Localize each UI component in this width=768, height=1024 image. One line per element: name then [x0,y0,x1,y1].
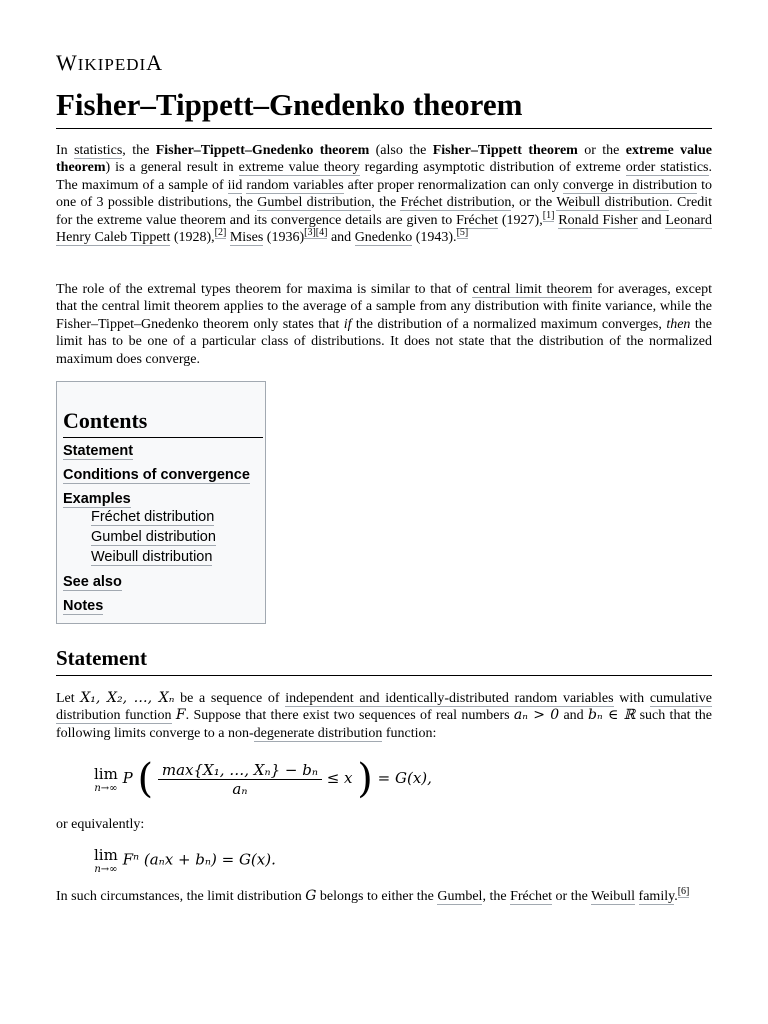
section-heading-statement: Statement [56,646,712,676]
toc-item-notes[interactable]: Notes [63,598,104,614]
link-gnedenko[interactable]: Gnedenko [354,230,413,246]
link-family[interactable]: family [638,889,675,904]
link-extreme-value-theory[interactable]: extreme value theory [238,160,360,176]
ref-4[interactable]: [4] [315,227,328,239]
math-bn: bₙ ∈ ℝ [588,707,636,724]
ref-3[interactable]: [3] [304,227,316,239]
intro-paragraph-1: In statistics, the Fisher–Tippett–Gnedenko theorem (also the Fisher–Tippett theorem or the extreme value theorem) is a general result in extreme value theory regarding asymptotic distribution of extreme order statistics. The maximum of a sample of iid random variables after proper renormalization can only converge in distribution to one of 3 possible distributions, the Gumbel distribution, the Fréchet distribution, or the Weibull distribution. Credit for the extreme value theorem and its convergence details are given to Fréchet (1927),[1] Ronald Fisher and Leonard Henry Caleb Tippett (1928),[2] Mises (1936)[3][4] and Gnedenko (1943).[5] [56,143,713,246]
link-tippett[interactable]: Leonard Henry Caleb Tippett [56,212,713,246]
formula-limit-1: lim n→∞ P ( $\frac{\text{max\{X₁, …, Xₙ\} − bₙ}}{\text{aₙ}}$ ≤ x ) = G(x), [94,756,432,802]
statement-paragraph-1: Let X₁, X₂, …, Xₙ be a sequence of independent and identically-distributed random variables with cumulative distribution function F. Suppose that there exist two sequences of real numbers aₙ > 0 and bₙ ∈ ℝ such that the following limits converge to a non-degenerate distribution function: [56,690,713,741]
table-of-contents [56,381,266,624]
statement-paragraph-2: In such circumstances, the limit distribution G belongs to either the Gumbel, the Fréchet or the Weibull family.[6] [56,886,690,904]
math-sequence: X₁, X₂, …, Xₙ [80,690,175,706]
toc-item-weibull-distribution[interactable]: Weibull distribution [91,549,213,565]
link-gumbel-distribution[interactable]: Gumbel distribution [257,195,372,211]
toc-item-conditions-of-convergence[interactable]: Conditions of convergence [63,467,250,483]
link-degenerate-distribution[interactable]: degenerate distribution [253,725,383,741]
math-an: aₙ > 0 [513,707,560,724]
link-frechet[interactable]: Fréchet [456,212,499,228]
link-converge-in-distribution[interactable]: converge in distribution [562,177,698,193]
toc-item-statement[interactable]: Statement [63,443,134,459]
ref-2[interactable]: [2] [214,227,227,239]
link-order-statistics[interactable]: order statistics [625,160,709,176]
toc-item-examples[interactable]: Examples [63,491,131,507]
link-gumbel[interactable]: Gumbel [437,889,483,904]
link-iid[interactable]: iid [227,177,243,193]
toc-title: Contents [63,408,263,438]
link-random-variables[interactable]: random variables [246,177,344,193]
intro-paragraph-2: The role of the extremal types theorem for maxima is similar to that of central limit theorem for averages, except that the central limit theorem applies to the average of a sample from any distribution with finite variance, while the Fisher–Tippet–Gnedenko theorem only states that if the distribution of a normalized maximum converges, then the limit has to be one of a particular class of distributions. It does not state that the distribution of the normalized maximum does converge. [56,282,712,367]
link-ronald-fisher[interactable]: Ronald Fisher [558,212,638,228]
page-title: Fisher–Tippett–Gnedenko theorem [56,86,712,129]
toc-item-see-also[interactable]: See also [63,574,122,590]
toc-item-gumbel-distribution[interactable]: Gumbel distribution [91,529,216,545]
link-statistics[interactable]: statistics [74,143,123,158]
ref-1[interactable]: [1] [542,209,555,221]
link-weibull-distribution[interactable]: Weibull distribution [556,195,670,211]
or-equivalently-text: or equivalently: [56,817,145,832]
link-mises[interactable]: Mises [229,230,264,246]
link-iid-random-variables[interactable]: independent and identically-distributed random variables [285,691,614,706]
link-cdf[interactable]: cumulative distribution function [56,691,713,724]
wikipedia-wordmark[interactable]: WIKIPEDIA [56,50,164,75]
toc-item-frechet-distribution[interactable]: Fréchet distribution [91,509,215,525]
link-frechet-2[interactable]: Fréchet [510,889,553,904]
math-F: F [175,707,186,724]
link-central-limit-theorem[interactable]: central limit theorem [472,282,593,297]
link-frechet-distribution[interactable]: Fréchet distribution [400,195,512,211]
ref-5[interactable]: [5] [456,227,469,239]
math-G: G [305,888,317,904]
ref-6[interactable]: [6] [677,886,690,897]
formula-limit-2: lim n→∞ Fⁿ (aₙx + bₙ) = G(x). [94,846,276,875]
link-weibull[interactable]: Weibull [591,889,636,904]
